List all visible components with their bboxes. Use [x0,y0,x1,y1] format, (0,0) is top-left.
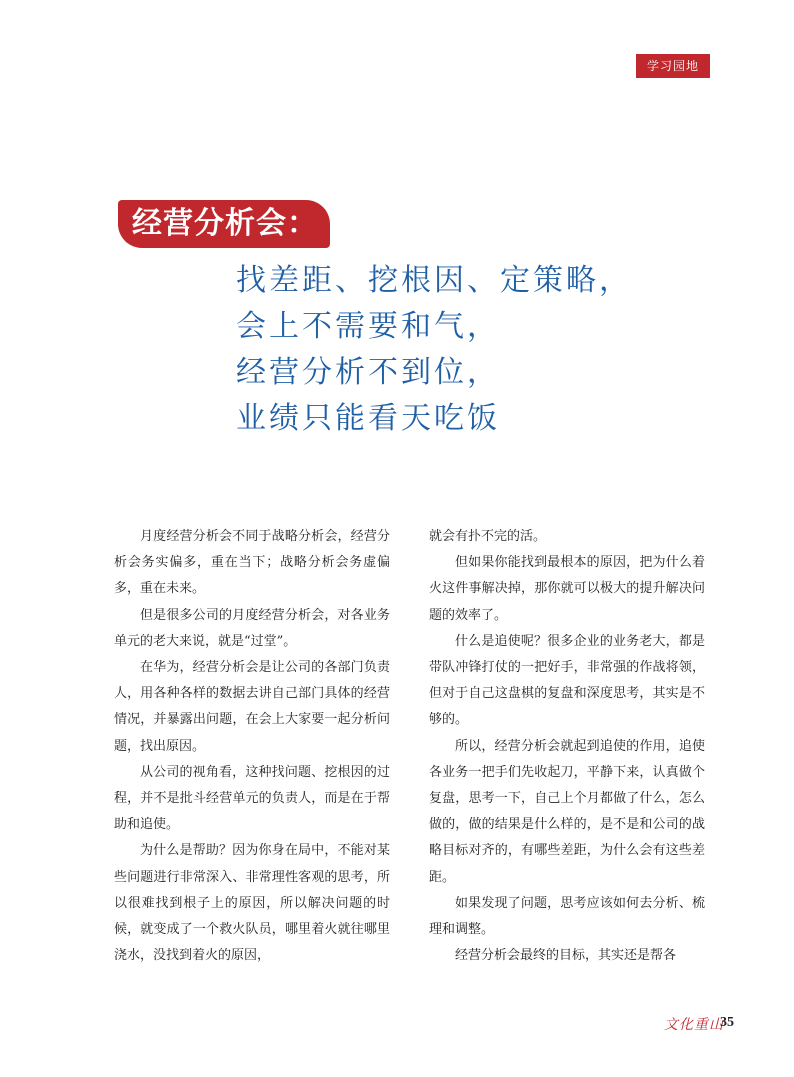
paragraph: 为什么是帮助？因为你身在局中，不能对某些问题进行非常深入、非常理性客观的思考，所以很难找到根子上的原因，所以解决问题的时候，就变成了一个救火队员，哪里着火就往哪里浇水，没找到着火的原因， [114,843,390,964]
paragraph: 从公司的视角看，这种找问题、挖根因的过程，并不是批斗经营单元的负责人，而是在于帮助和追使。 [114,764,390,833]
subtitle-line: 会上不需要和气， [236,309,500,344]
subtitle-line: 找差距、挖根因、定策略， [236,263,632,298]
paragraph: 所以，经营分析会就起到追使的作用，追使各业务一把手们先收起刀，平静下来，认真做个复盘，思考一下，自己上个月都做了什么，怎么做的，做的结果是什么样的，是不是和公司的战略目标对齐的，有哪些差距，为什么会有这些差距。 [429,738,705,885]
section-tag: 学习园地 [636,54,710,78]
subtitle-line: 经营分析不到位， [236,355,500,390]
paragraph: 如果发现了问题，思考应该如何去分析、梳理和调整。 [429,895,705,938]
paragraph: 月度经营分析会不同于战略分析会，经营分析会务实偏多，重在当下；战略分析会务虚偏多，重在未来。 [114,529,390,597]
right-text-column [429,524,705,969]
magazine-logo: 文化重山 [664,1017,724,1033]
paragraph: 在华为，经营分析会是让公司的各部门负责人，用各种各样的数据去讲自己部门具体的经营情况，并暴露出问题，在会上大家要一起分析问题，找出原因。 [114,660,390,754]
paragraph-continuation: 就会有扑不完的活。 [429,529,547,544]
article-title: 经营分析会： [118,200,330,248]
article-subtitle [236,258,632,442]
subtitle-line: 业绩只能看天吃饭 [236,401,500,436]
paragraph: 经营分析会最终的目标，其实还是帮各 [455,948,677,964]
page-number: 35 [720,1015,734,1030]
paragraph: 什么是追使呢？很多企业的业务老大，都是带队冲锋打仗的一把好手，非常强的作战将领，但对于自己这盘棋的复盘和深度思考，其实是不够的。 [429,633,705,728]
paragraph: 但是很多公司的月度经营分析会，对各业务单元的老大来说，就是“过堂”。 [114,607,390,649]
left-text-column [114,524,390,969]
paragraph: 但如果你能找到最根本的原因，把为什么着火这件事解决掉，那你就可以极大的提升解决问题的效率了。 [429,555,705,623]
